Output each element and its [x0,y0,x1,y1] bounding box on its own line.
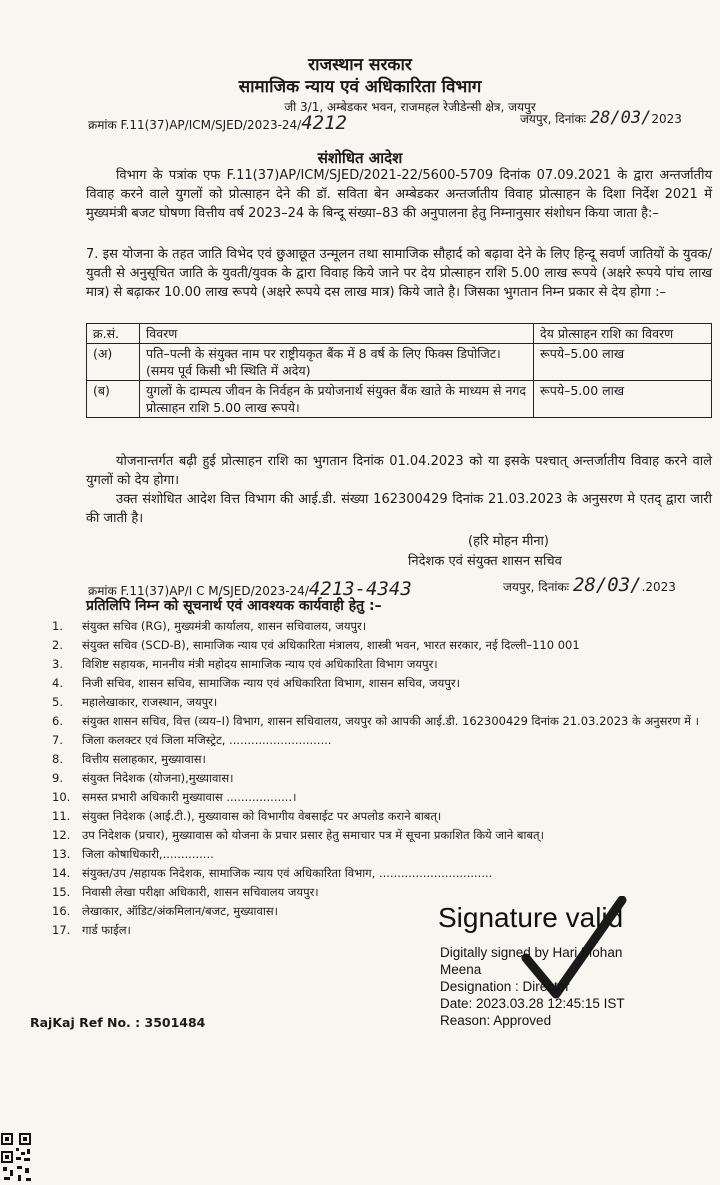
reference-handwritten-number: 4212 [301,112,347,134]
date-year: .2023 [641,580,676,594]
table-cell-amount: रूपये–5.00 लाख [534,381,712,418]
date-label: जयपुर, दिनांकः [520,112,587,126]
list-item-number: 17. [52,923,71,937]
department-name: सामाजिक न्याय एवं अधिकारिता विभाग [238,77,482,97]
reference-date-1 [520,108,682,128]
list-item-text: जिला कलक्टर एवं जिला मजिस्ट्रेट, ............................ [82,733,332,747]
list-item-number: 9. [52,771,63,785]
table-header-row [87,324,712,344]
reference-date-2 [503,574,676,596]
list-item-text: महालेखाकार, राजस्थान, जयपुर। [82,695,218,709]
list-item-number: 15. [52,885,71,899]
list-item-text: संयुक्त शासन सचिव, वित्त (व्यय–I) विभाग, शासन सचिवालय, जयपुर को आपकी आई.डी. 162300429 दिनांक 21.03.2023 के अनुसरण में । [82,714,699,728]
list-item-number: 11. [52,809,71,823]
list-item-number: 14. [52,866,71,880]
list-item [52,788,702,807]
table-header-description: विवरण [140,324,534,344]
list-item [52,845,702,864]
list-item-number: 7. [52,733,63,747]
list-item-text: संयुक्त निदेशक (आई.टी.), मुख्यावास को विभागीय वेबसाईट पर अपलोड कराने बाबत्। [82,809,442,823]
rajkaj-reference: RajKaj Ref No. : 3501484 [30,1015,206,1030]
list-item-text: वित्तीय सलाहकार, मुख्यावास। [82,752,206,766]
table-cell-amount: रूपये–5.00 लाख [534,344,712,381]
list-item-text: संयुक्त सचिव (SCD-B), सामाजिक न्याय एवं अधिकारिता मंत्रालय, शास्त्री भवन, भारत सरकार, नई दिल्ली–110 001 [82,638,580,652]
order-title: संशोधित आदेश [317,149,403,167]
list-item [52,636,702,655]
department-address: जी 3/1, अम्बेडकर भवन, राजमहल रेजीडेन्सी क्षेत्र, जयपुर [284,100,536,114]
list-item-number: 16. [52,904,71,918]
list-item-number: 8. [52,752,63,766]
table-cell-sn: (अ) [87,344,140,381]
list-item [52,826,702,845]
table-cell-description: पति–पत्नी के संयुक्त नाम पर राष्ट्रीयकृत बैंक में 8 वर्ष के लिए फिक्स डिपोजिट। (समय पूर्व किसी भी स्थिति में अदेय) [140,344,534,381]
list-item-number: 4. [52,676,63,690]
qr-code-icon [0,1130,34,1185]
date-handwritten: 28/03/ [572,574,642,596]
table-header-sn: क्र.सं. [87,324,140,344]
govt-name: राजस्थान सरकार [308,55,412,75]
finance-reference-paragraph: उक्त संशोधित आदेश वित्त विभाग की आई.डी. संख्या 162300429 दिनांक 21.03.2023 के अनुसरण मे एतद् द्वारा जारी की जाती है। [86,492,712,526]
signature-name-cont: Meena [440,962,482,977]
reference-label: क्रमांक F.11(37)AP/ICM/SJED/2023-24/ [88,118,302,132]
list-item-text: निजी सचिव, शासन सचिव, सामाजिक न्याय एवं अधिकारिता विभाग, शासन सचिव, जयपुर। [82,676,460,690]
copy-heading: प्रतिलिपि निम्न को सूचनार्थ एवं आवश्यक कार्यवाही हेतु :– [86,598,382,614]
list-item-number: 1. [52,619,63,633]
list-item-number: 12. [52,828,71,842]
list-item-number: 2. [52,638,63,652]
list-item-text: उप निदेशक (प्रचार), मुख्यावास को योजना के प्रचार प्रसार हेतु समाचार पत्र में सूचना प्रकाशित किये जाने बाबत्। [82,828,544,842]
list-item [52,655,702,674]
list-item-text: निवासी लेखा परीक्षा अधिकारी, शासन सचिवालय जयपुर। [82,885,319,899]
date-handwritten: 28/03/ [589,108,652,128]
list-item [52,674,702,693]
list-item [52,731,702,750]
list-item-number: 6. [52,714,63,728]
table-row [87,381,712,418]
copy-list [52,617,702,940]
list-item [52,807,702,826]
clause-7-paragraph: 7. इस योजना के तहत जाति विभेद एवं छुआछूत उन्मूलन तथा सामाजिक सौहार्द को बढ़ावा देने के लिए हिन्दू सवर्ण जातियों के युवक/युवती से अनुसूचित जाति के युवती/युवक के द्वारा विवाह किये जाने पर देय प्रोत्साहन राशि 5.00 लाख रूपये (अक्षरे रूपये पांच लाख मात्र) से बढ़ाकर 10.00 लाख रूपये (अक्षरे रूपये दस लाख मात्र) किये जाते है। जिसका भुगतान निम्न प्रकार से देय होगा :– [86,247,712,300]
signature-reason: Reason: Approved [440,1013,552,1028]
signature-designation: Designation : Director [440,979,570,994]
signatory-designation: निदेशक एवं संयुक्त शासन सचिव [408,554,562,569]
list-item-number: 3. [52,657,63,671]
list-item [52,864,702,883]
list-item-text: समस्त प्रभारी अधिकारी मुख्यावास ..................। [82,790,297,804]
signature-signed-by: Digitally signed by Hari Mohan [440,945,623,960]
signature-details [440,944,625,1029]
payment-date-paragraph: योजनान्तर्गत बढ़ी हुई प्रोत्साहन राशि का भुगतान दिनांक 01.04.2023 को या इसके पश्चात् अन्तर्जातीय विवाह करने वाले युगलों को देय होगा। [86,454,712,488]
list-item-number: 10. [52,790,71,804]
list-item [52,712,702,731]
intro-paragraph: विभाग के पत्रांक एफ F.11(37)AP/ICM/SJED/2021-22/5600-5709 दिनांक 07.09.2021 के द्वारा अन्तर्जातीय विवाह करने वाले युगलों को प्रोत्साहन देने की डॉ. सविता बेन अम्बेडकर अन्तर्जातीय विवाह प्रोत्साहन के दिशा निर्देश 2021 में मुख्यमंत्री बजट घोषणा वित्तीय वर्ष 2023–24 के बिन्दू संख्या–83 की अनुपालना हेतु निम्नानुसार संशोधन किया जाता है:– [86,168,712,221]
signatory-name: (हरि मोहन मीना) [468,534,549,549]
table-cell-sn: (ब) [87,381,140,418]
date-label: जयपुर, दिनांकः [503,580,570,594]
reference-label: क्रमांक F.11(37)AP/I C M/SJED/2023-24/ [88,584,309,598]
list-item-text: लेखाकार, ऑडिट/अंकमिलान/बजट, मुख्यावास। [82,904,279,918]
list-item [52,750,702,769]
list-item [52,769,702,788]
list-item-text: गार्ड फाईल। [82,923,131,937]
list-item [52,693,702,712]
table-row [87,344,712,381]
reference-handwritten-number: 4213-4343 [308,578,412,600]
reference-number-1 [88,112,347,134]
payment-table [86,323,712,418]
list-item-number: 13. [52,847,71,861]
list-item-text: जिला कोषाधिकारी,.............. [82,847,214,861]
table-header-amount: देय प्रोत्साहन राशि का विवरण [534,324,712,344]
list-item [52,617,702,636]
list-item-text: संयुक्त सचिव (RG), मुख्यमंत्री कार्यालय, शासन सचिवालय, जयपुर। [82,619,367,633]
list-item-text: संयुक्त निदेशक (योजना),मुख्यावास। [82,771,234,785]
list-item-text: संयुक्त/उप /सहायक निदेशक, सामाजिक न्याय एवं अधिकारिता विभाग, ............................... [82,866,493,880]
date-year: 2023 [651,112,682,126]
table-cell-description: युगलों के दाम्पत्य जीवन के निर्वहन के प्रयोजनार्थ संयुक्त बैंक खाते के माध्यम से नगद प्रोत्साहन राशि 5.00 लाख रूपये। [140,381,534,418]
list-item-number: 5. [52,695,63,709]
signature-date: Date: 2023.03.28 12:45:15 IST [440,996,625,1011]
list-item-text: विशिष्ट सहायक, माननीय मंत्री महोदय सामाजिक न्याय एवं अधिकारिता विभाग जयपुर। [82,657,438,671]
signature-valid-label: Signature valid [438,902,624,933]
digital-signature-stamp [438,902,708,1028]
